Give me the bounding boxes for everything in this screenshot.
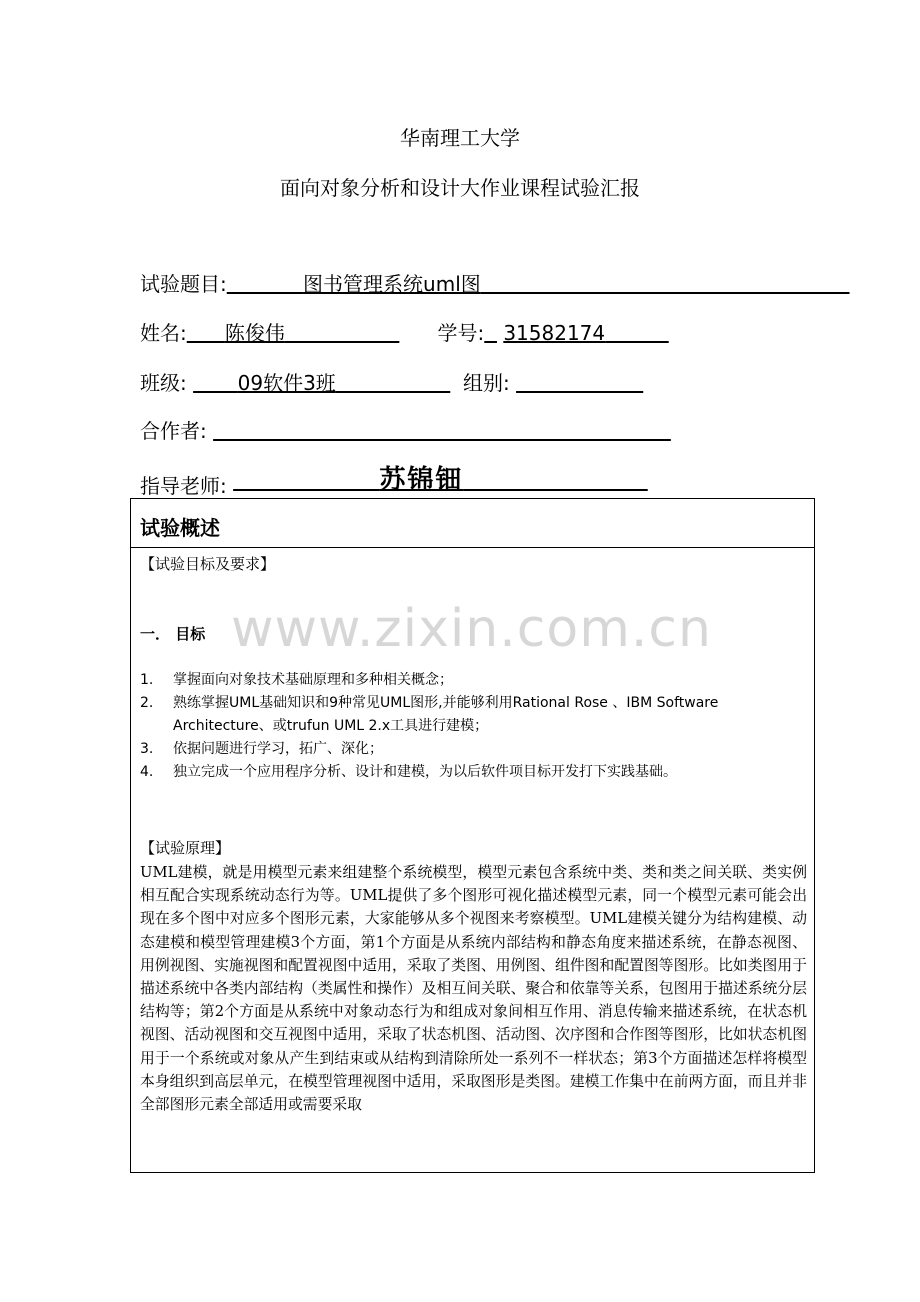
topic-value: 图书管理系统uml图 [303, 272, 481, 296]
principle-header: 【试验原理】 [140, 839, 231, 857]
advisor-label: 指导老师: [140, 474, 227, 498]
student-id-label: 学号: [437, 321, 485, 345]
class-label: 班级: [140, 371, 187, 395]
report-title: 面向对象分析和设计大作业课程试验汇报 [280, 176, 640, 200]
goal-heading: 一． 目标 [140, 625, 206, 643]
topic-label: 试验题目: [140, 272, 227, 296]
goal-item: 3. 依据问题进行学习，拓广、深化； [140, 741, 383, 757]
advisor-field [140, 459, 648, 496]
class-group-field [140, 367, 643, 396]
student-id-value: 31582174 [503, 321, 606, 345]
goals-list [140, 669, 810, 784]
goal-item: 4. 独立完成一个应用程序分析、设计和建模，为以后软件项目标开发打下实践基础。 [140, 764, 677, 780]
collaborator-field [140, 415, 671, 444]
watermark: www.zixin.com.cn [231, 599, 712, 659]
name-value: 陈俊伟 [224, 321, 285, 345]
overview-title: 试验概述 [131, 499, 814, 548]
name-label: 姓名: [140, 321, 187, 345]
group-label: 组别: [462, 371, 510, 395]
principle-text: UML建模，就是用模型元素来组建整个系统模型，模型元素包含系统中类、类和类之间关联、类实例相互配合实现系统动态行为等。UML提供了多个图形可视化描述模型元素，同一个模型元素可能会出现在多个图中对应多个图形元素，大家能够从多个视图来考察模型。UML建模关键分为结构建模、动态建模和模型管理建模3个方面，第1个方面是从系统内部结构和静态角度来描述系统，在静态视图、用例视图、实施视图和配置视图中适用，采取了类图、用例图、组件图和配置图等图形。比如类图用于描述系统中各类内部结构（类属性和操作）及相互间关联、聚合和依靠等关系，包图用于描述系统分层结构等；第2个方面是从系统中对象动态行为和组成对象间相互作用、消息传输来描述系统，在状态机视图、活动视图和交互视图中适用，采取了状态机图、活动图、次序图和合作图等图形，比如状态机图用于一个系统或对象从产生到结束或从结构到清除所处一系列不一样状态；第3个方面描述怎样将模型本身组织到高层单元，在模型管理视图中适用，采取图形是类图。建模工作集中在前两方面，而且并非全部图形元素全部适用或需要采取 [140, 864, 807, 1114]
overview-box [130, 498, 815, 1173]
class-value: 09软件3班 [237, 371, 336, 395]
goal-item: 1. 掌握面向对象技术基础原理和多种相关概念； [140, 672, 453, 688]
university-name: 华南理工大学 [400, 126, 520, 150]
collaborator-label: 合作者: [140, 419, 207, 443]
name-id-field [140, 317, 669, 346]
advisor-signature: 苏锦钿 [379, 465, 464, 495]
goals-header: 【试验目标及要求】 [140, 555, 276, 573]
topic-field [140, 268, 850, 297]
goal-item: 2. 熟练掌握UML基础知识和9种常见UML图形,并能够利用Rational Rose 、IBM Software Architecture、或trufun UML 2.x工具进行建模； [140, 695, 719, 734]
